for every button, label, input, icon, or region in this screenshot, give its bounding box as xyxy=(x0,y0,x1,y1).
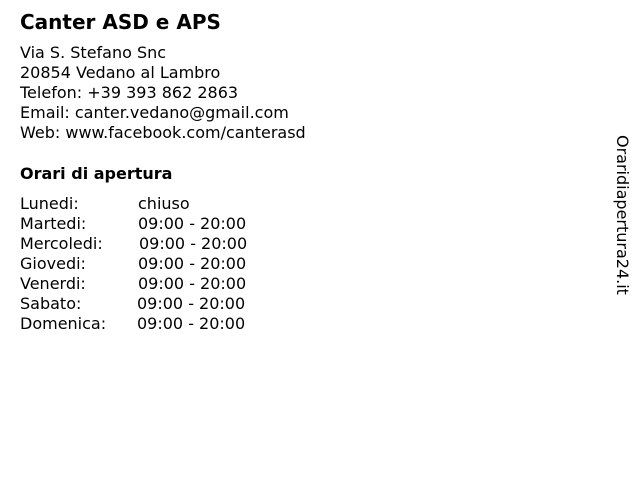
site-watermark xyxy=(612,135,634,310)
day-hours: 09:00 - 20:00 xyxy=(138,274,247,293)
day-label: Lunedi: xyxy=(20,194,79,213)
day-label: Giovedi: xyxy=(20,254,86,273)
address-city: 20854 Vedano al Lambro xyxy=(20,63,221,82)
day-hours: 09:00 - 20:00 xyxy=(139,234,248,253)
opening-hours-heading: Orari di apertura xyxy=(20,164,173,183)
day-hours: 09:00 - 20:00 xyxy=(137,294,246,313)
contact-block xyxy=(20,43,306,143)
day-label: Mercoledi: xyxy=(20,234,103,253)
day-label: Sabato: xyxy=(20,294,82,313)
email-line: Email: canter.vedano@gmail.com xyxy=(20,103,289,122)
day-hours: 09:00 - 20:00 xyxy=(138,254,247,273)
day-hours: chiuso xyxy=(138,194,190,213)
web-line: Web: www.facebook.com/canterasd xyxy=(20,123,306,142)
day-hours: 09:00 - 20:00 xyxy=(137,314,246,333)
site-watermark-text: Oraridiapertura24.it xyxy=(613,135,632,295)
day-hours: 09:00 - 20:00 xyxy=(138,214,247,233)
address-street: Via S. Stefano Snc xyxy=(20,43,167,62)
phone-line: Telefon: +39 393 862 2863 xyxy=(20,83,239,102)
day-label: Martedi: xyxy=(20,214,87,233)
business-name: Canter ASD e APS xyxy=(20,10,221,34)
day-label: Domenica: xyxy=(20,314,107,333)
day-label: Venerdi: xyxy=(20,274,86,293)
